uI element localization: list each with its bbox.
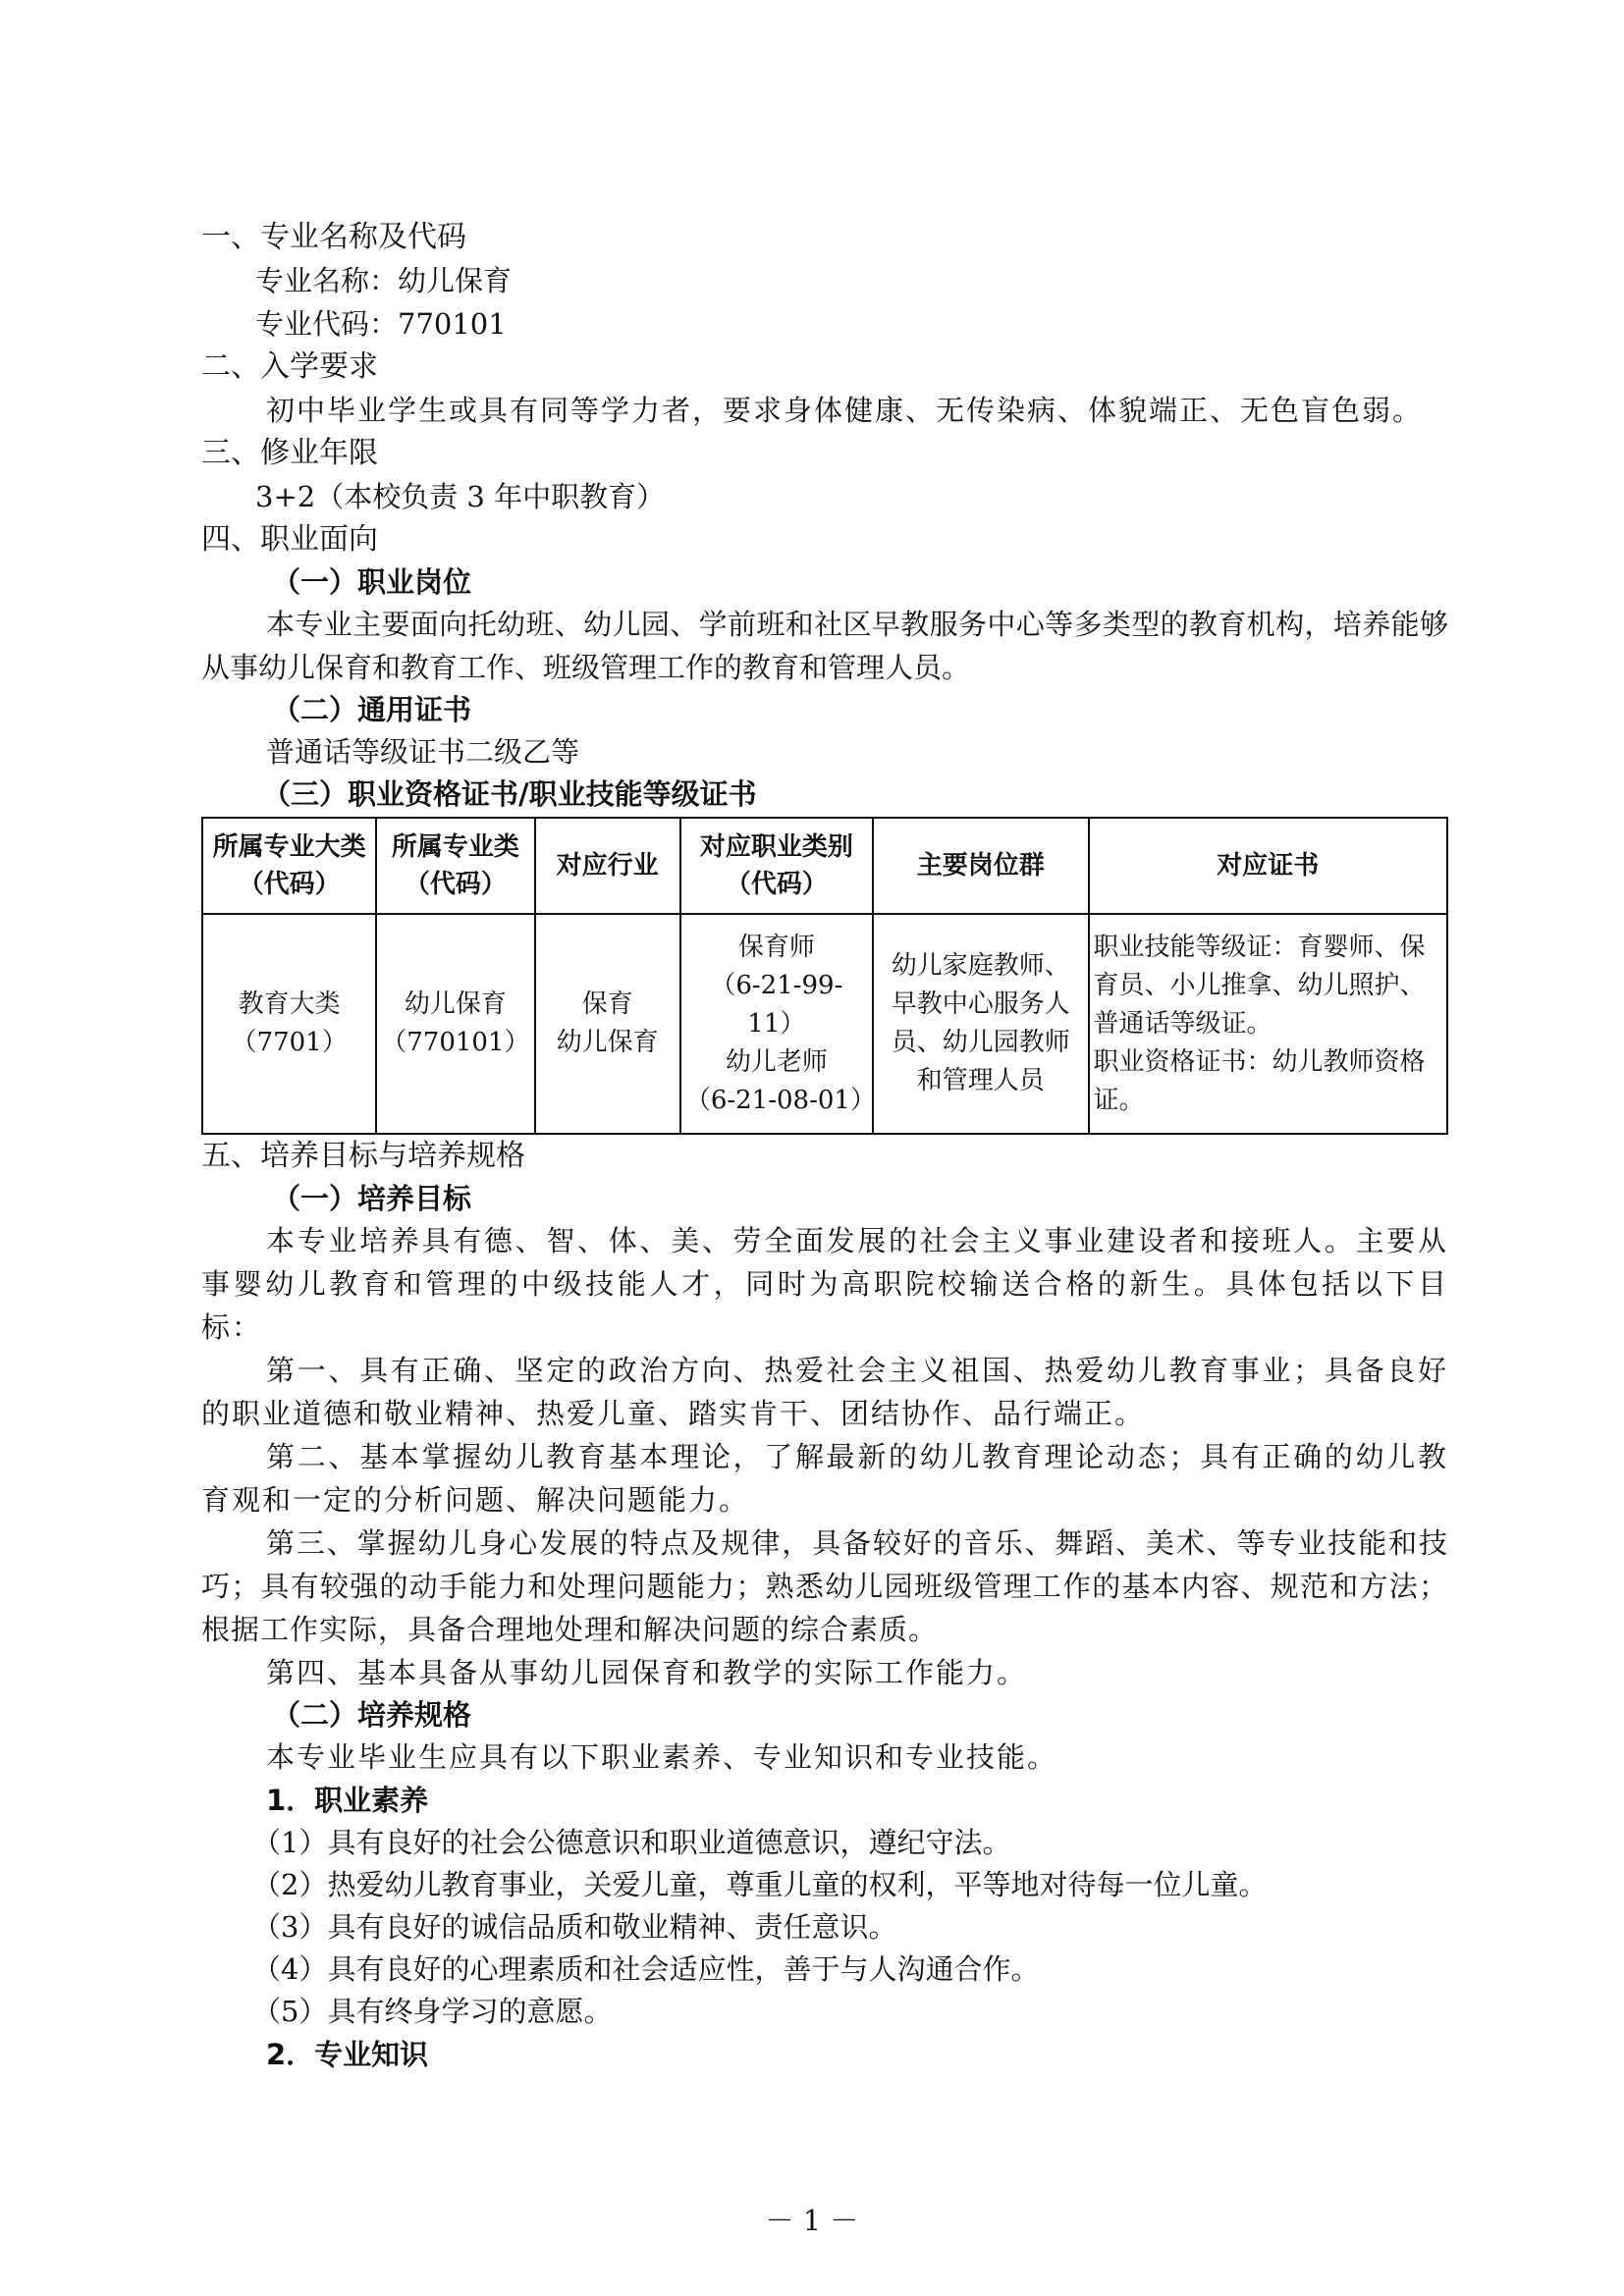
goal-second: 第二、基本掌握幼儿教育基本理论，了解最新的幼儿教育理论动态；具有正确的幼儿教育观和一定的分析问题、解决问题能力。	[201, 1440, 1448, 1517]
professional-knowledge-title: 2．专业知识	[266, 2038, 429, 2071]
general-cert-text: 普通话等级证书二级乙等	[266, 735, 580, 769]
list-item: （5）具有终身学习的意愿。	[252, 1995, 613, 2028]
cell-major-class: 幼儿保育 （770101）	[376, 914, 534, 1134]
section-1-title: 一、专业名称及代码	[201, 220, 466, 254]
sub-training-spec-title: （二）培养规格	[272, 1698, 472, 1732]
section-2-title: 二、入学要求	[201, 349, 378, 384]
header-occupation: 对应职业类别 （代码）	[680, 818, 873, 914]
header-certificates: 对应证书	[1089, 818, 1447, 914]
header-position-group: 主要岗位群	[873, 818, 1089, 914]
sub-training-goal-title: （一）培养目标	[272, 1182, 472, 1215]
training-spec-text: 本专业毕业生应具有以下职业素养、专业知识和专业技能。	[266, 1740, 1058, 1774]
job-positions-text: 本专业主要面向托幼班、幼儿园、学前班和社区早教服务中心等多类型的教育机构，培养能够从事幼儿保育和教育工作、班级管理工作的教育和管理人员。	[201, 608, 1448, 684]
table-row	[202, 914, 1447, 1134]
training-goal-intro: 本专业培养具有德、智、体、美、劳全面发展的社会主义事业建设者和接班人。主要从事婴幼儿教育和管理的中级技能人才，同时为高职院校输送合格的新生。具体包括以下目标：	[201, 1224, 1448, 1344]
goal-fourth: 第四、基本具备从事幼儿园保育和教学的实际工作能力。	[266, 1656, 1028, 1689]
sub-qualification-cert-title: （三）职业资格证书/职业技能等级证书	[262, 777, 757, 811]
admission-text: 初中毕业学生或具有同等学力者，要求身体健康、无传染病、体貌端正、无色盲色弱。	[266, 394, 1424, 427]
cell-major-category: 教育大类 （7701）	[202, 914, 376, 1134]
list-item: （3）具有良好的诚信品质和敬业精神、责任意识。	[252, 1910, 897, 1944]
sub-job-positions-title: （一）职业岗位	[272, 565, 472, 599]
professional-quality-title: 1．职业素养	[266, 1784, 429, 1817]
cell-certificates: 职业技能等级证：育婴师、保 育员、小儿推拿、幼儿照护、 普通话等级证。 职业资格证书：幼儿教师资格 证。	[1089, 914, 1447, 1134]
section-3-title: 三、修业年限	[201, 436, 378, 470]
goal-third: 第三、掌握幼儿身心发展的特点及规律，具备较好的音乐、舞蹈、美术、等专业技能和技巧；具有较强的动手能力和处理问题能力；熟悉幼儿园班级管理工作的基本内容、规范和方法；根据工作实际，具备合理地处理和解决问题的综合素质。	[201, 1526, 1448, 1646]
cell-occupation: 保育师 （6-21-99-11） 幼儿老师 （6-21-08-01）	[680, 914, 873, 1134]
cell-industry: 保育 幼儿保育	[535, 914, 680, 1134]
list-item: （4）具有良好的心理素质和社会适应性，善于与人沟通合作。	[252, 1952, 1040, 1986]
list-item: （2）热爱幼儿教育事业，关爱儿童，尊重儿童的权利，平等地对待每一位儿童。	[252, 1868, 1268, 1901]
header-major-category: 所属专业大类 （代码）	[202, 818, 376, 914]
sub-general-cert-title: （二）通用证书	[272, 693, 472, 726]
duration-text: 3+2（本校负责 3 年中职教育）	[255, 480, 666, 513]
header-major-class: 所属专业类 （代码）	[376, 818, 534, 914]
major-code: 专业代码：770101	[255, 307, 507, 341]
section-5-title: 五、培养目标与培养规格	[201, 1139, 525, 1173]
section-4-title: 四、职业面向	[201, 522, 378, 557]
page-number: － 1 －	[765, 2204, 859, 2237]
header-industry: 对应行业	[535, 818, 680, 914]
goal-first: 第一、具有正确、坚定的政治方向、热爱社会主义祖国、热爱幼儿教育事业；具备良好的职业道德和敬业精神、热爱儿童、踏实肯干、团结协作、品行端正。	[201, 1354, 1448, 1430]
certificate-table	[201, 817, 1448, 1135]
table-header-row	[202, 818, 1447, 914]
list-item: （1）具有良好的社会公德意识和职业道德意识，遵纪守法。	[252, 1826, 1011, 1859]
major-name: 专业名称：幼儿保育	[255, 264, 513, 297]
page-content	[201, 216, 1448, 2076]
cell-position-group: 幼儿家庭教师、 早教中心服务人 员、幼儿园教师 和管理人员	[873, 914, 1089, 1134]
